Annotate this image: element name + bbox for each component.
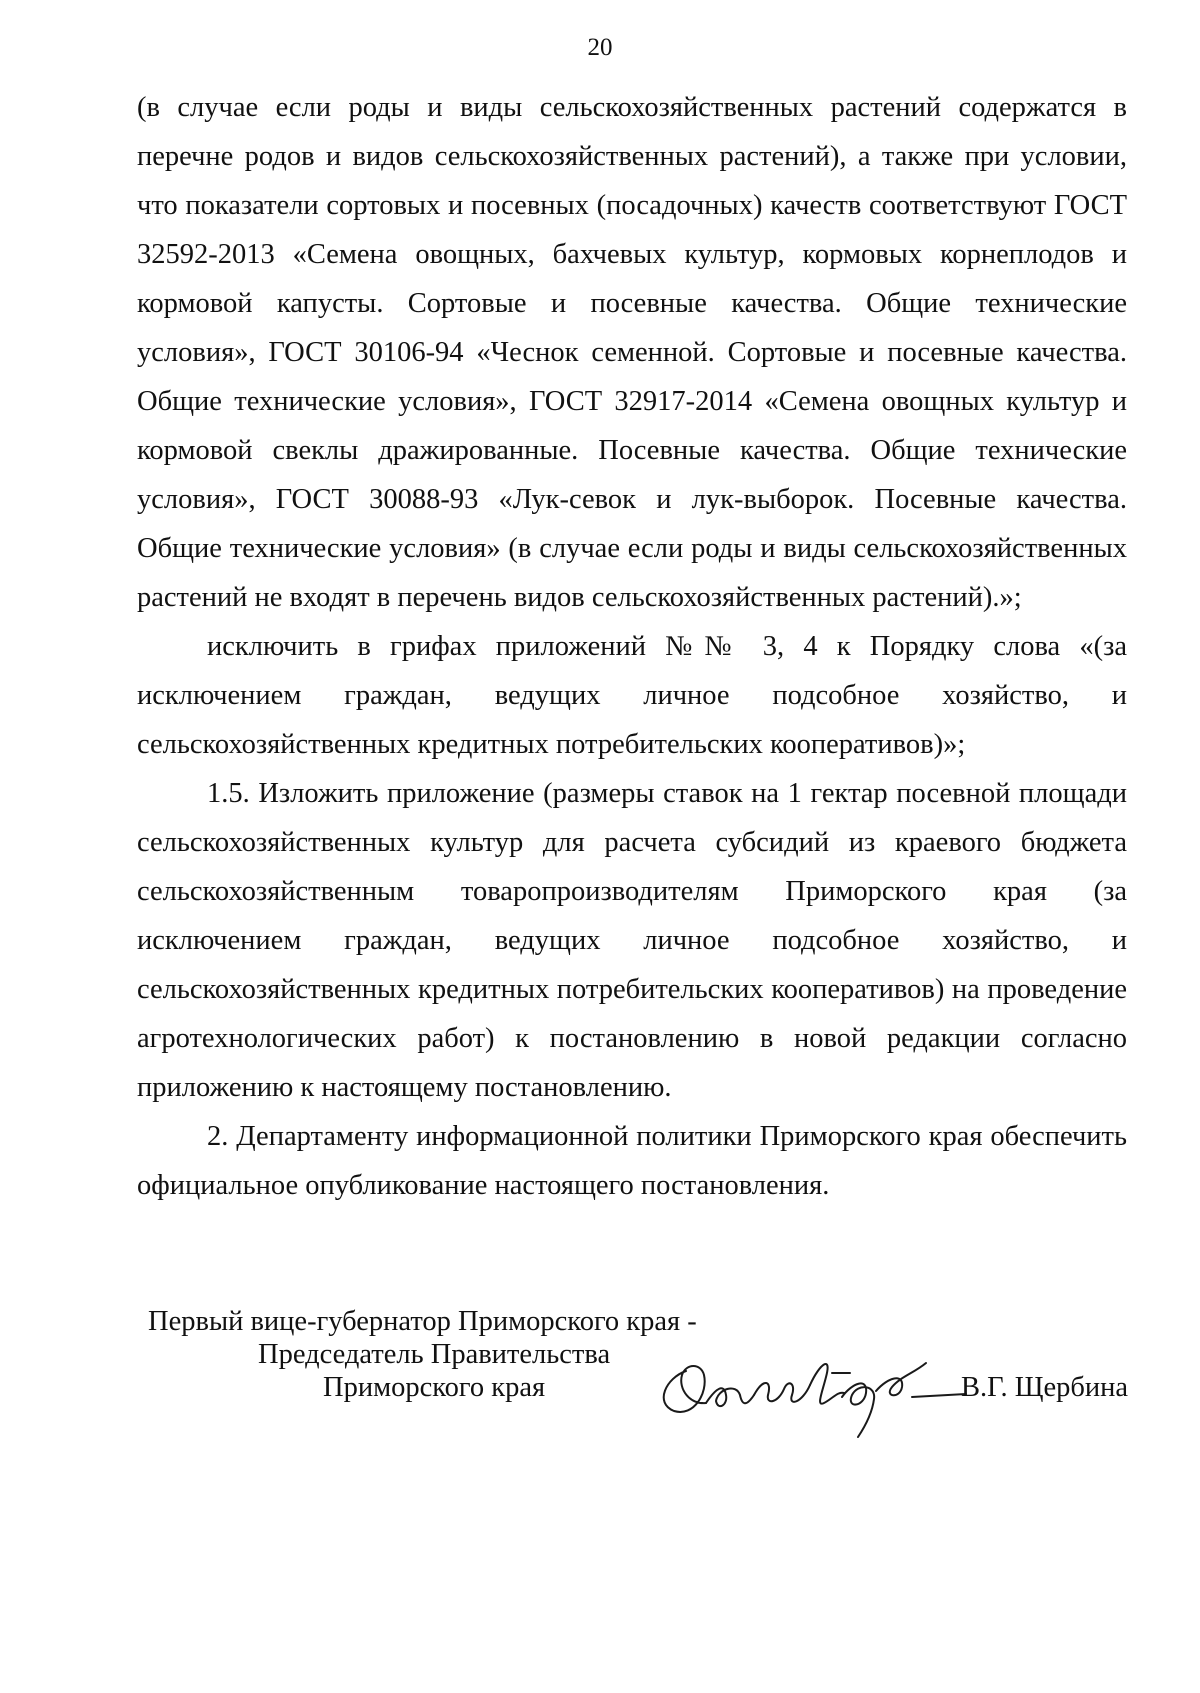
signatory-name: В.Г. Щербина [961, 1372, 1128, 1403]
paragraph-item-2: 2. Департаменту информационной политики Приморского края обеспечить официальное опубликование настоящего постановления. [137, 1121, 1127, 1201]
paragraph-item-1-5: 1.5. Изложить приложение (размеры ставок на 1 гектар посевной площади сельскохозяйственных культур для расчета субсидий из краевого бюджета сельскохозяйственным товаропроизводителям Приморского края (за исключением граждан, ведущих личное подсобное хозяйство, и сельскохозяйственных кредитных потребительских кооперативов) на проведение агротехнологических работ) к постановлению в новой редакции согласно приложению к настоящему постановлению. [137, 778, 1127, 1103]
document-body [137, 83, 1127, 1210]
signatory-title-line-1: Первый вице-губернатор Приморского края - [148, 1306, 697, 1337]
signature-block [148, 1305, 1128, 1425]
paragraph-continuation: (в случае если роды и виды сельскохозяйственных растений содержатся в перечне родов и видов сельскохозяйственных растений), а также при условии, что показатели сортовых и посевных (посадочных) качеств соответствуют ГОСТ 32592-2013 «Семена овощных, бахчевых культур, кормовых корнеплодов и кормовой капусты. Сортовые и посевные качества. Общие технические условия», ГОСТ 30106-94 «Чеснок семенной. Сортовые и посевные качества. Общие технические условия», ГОСТ 32917-2014 «Семена овощных культур и кормовой свеклы дражированные. Посевные качества. Общие технические условия», ГОСТ 30088-93 «Лук-севок и лук-выборок. Посевные качества. Общие технические условия» (в случае если роды и виды сельскохозяйственных растений не входят в перечень видов сельскохозяйственных растений).»; [137, 92, 1127, 613]
handwritten-signature [646, 1333, 966, 1443]
page-number: 20 [587, 34, 613, 61]
signatory-title-line-3: Приморского края [323, 1372, 546, 1403]
paragraph-exclusion: исключить в грифах приложений №№ 3, 4 к Порядку слова «(за исключением граждан, ведущих личное подсобное хозяйство, и сельскохозяйственных кредитных потребительских кооперативов)»; [137, 631, 1127, 760]
signatory-title-line-2: Председатель Правительства [258, 1339, 611, 1370]
